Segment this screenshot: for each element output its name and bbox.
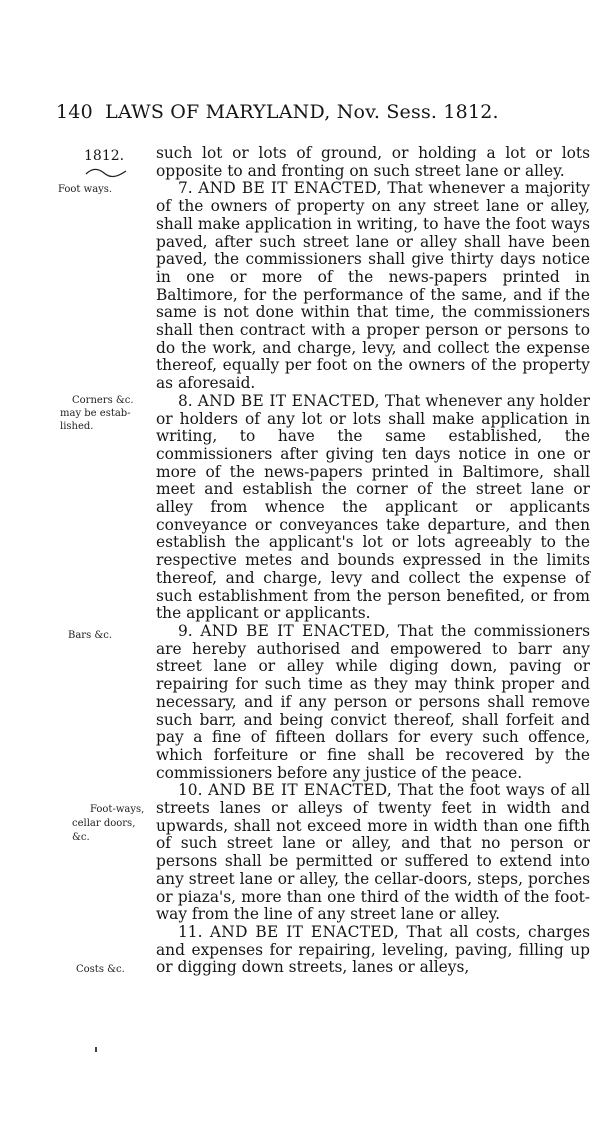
- section-number: 8.: [178, 391, 193, 410]
- margin-note-costs: Costs &c.: [76, 964, 125, 975]
- margin-note-footways-cellar-line1: Foot-ways,: [90, 804, 145, 815]
- running-title: LAWS OF MARYLAND, Nov. Sess. 1812.: [105, 101, 499, 123]
- section-text: That the commissioners are hereby authorised and empowered to barr any street lane or alley while diging down, paving or repairing for such time as they may think proper and necessary, and if any person or persons shall remove such barr, and being convict thereof, shall forfeit and pay a fine of fifteen dollars for every such offence, which forfeiture or fine shall be recovered by the commissioners before any justice of the peace.: [156, 621, 590, 782]
- running-header: [56, 101, 576, 123]
- page-number: 140: [56, 101, 93, 123]
- swash-ornament: [84, 168, 128, 178]
- enacting-clause: AND BE IT ENACTED,: [197, 391, 380, 410]
- section-number: 7.: [178, 179, 193, 198]
- enacting-clause: AND BE IT ENACTED,: [198, 179, 382, 198]
- ink-speck: [95, 1047, 97, 1052]
- enacting-clause: AND BE IT ENACTED,: [200, 621, 391, 640]
- margin-note-footways-cellar-line2: cellar doors,: [72, 818, 136, 829]
- law-body-text: [156, 145, 590, 977]
- section-continuation: [156, 145, 590, 180]
- section-8: [156, 393, 590, 623]
- section-text: That whenever any holder or holders of any lot or lots shall make application in writing, to have the same established, the commissioners after giving ten days notice in one or more of the news-papers printed in Baltimore, shall meet and establish the corner of the street lane or alley from whence the applicant or applicants conveyance or conveyances take departure, and then establish the applicant's lot or lots agreeably to the respective metes and bounds expressed in the limits thereof, and charge, levy and collect the expense of such establishment from the person benefited, or from the applicant or applicants.: [156, 391, 590, 623]
- enacting-clause: AND BE IT ENACTED,: [208, 781, 393, 800]
- section-text: That the foot ways of all streets lanes or alleys of twenty feet in width and upwards, shall not exceed more in width than one fifth of such street lane or alley, and that no person or persons shall be permitted or suffered to extend into any street lane or alley, the cellar-doors, steps, porches or piaza's, more than one third of the width of the foot-way from the line of any street lane or alley.: [156, 781, 591, 924]
- section-7: [156, 180, 590, 392]
- section-text: That whenever a majority of the owners of property on any street lane or alley, shall make application in writing, to have the foot ways paved, after such street lane or alley shall have been paved, the commissioners shall give thirty days notice in one or more of the news-papers printed in Baltimore, for the performance of the same, and if the same is not done within that time, the commissioners shall then contract with a proper person or persons to do the work, and charge, levy, and collect the expense thereof, equally per foot on the owners of the property as aforesaid.: [156, 179, 590, 393]
- section-10: [156, 782, 590, 924]
- section-number: 11.: [178, 922, 203, 941]
- margin-note-corners-line1: Corners &c.: [72, 395, 134, 406]
- section-text: That all costs, charges and expenses for repairing, leveling, paving, filling up or digging down streets, lanes or alleys,: [156, 922, 590, 977]
- section-number: 10.: [178, 781, 203, 800]
- margin-note-foot-ways: Foot ways.: [58, 184, 113, 195]
- section-number: 9.: [178, 621, 193, 640]
- margin-note-bars: Bars &c.: [68, 630, 113, 641]
- margin-note-footways-cellar-line3: &c.: [72, 832, 90, 843]
- year-marginal: 1812.: [84, 148, 125, 164]
- margin-note-corners-line3: lished.: [60, 421, 94, 432]
- margin-note-corners-line2: may be estab-: [60, 408, 131, 419]
- section-11: [156, 924, 590, 977]
- section-text: such lot or lots of ground, or holding a lot or lots opposite to and fronting on such street lane or alley.: [156, 144, 590, 180]
- enacting-clause: AND BE IT ENACTED,: [209, 922, 400, 941]
- section-9: [156, 623, 590, 782]
